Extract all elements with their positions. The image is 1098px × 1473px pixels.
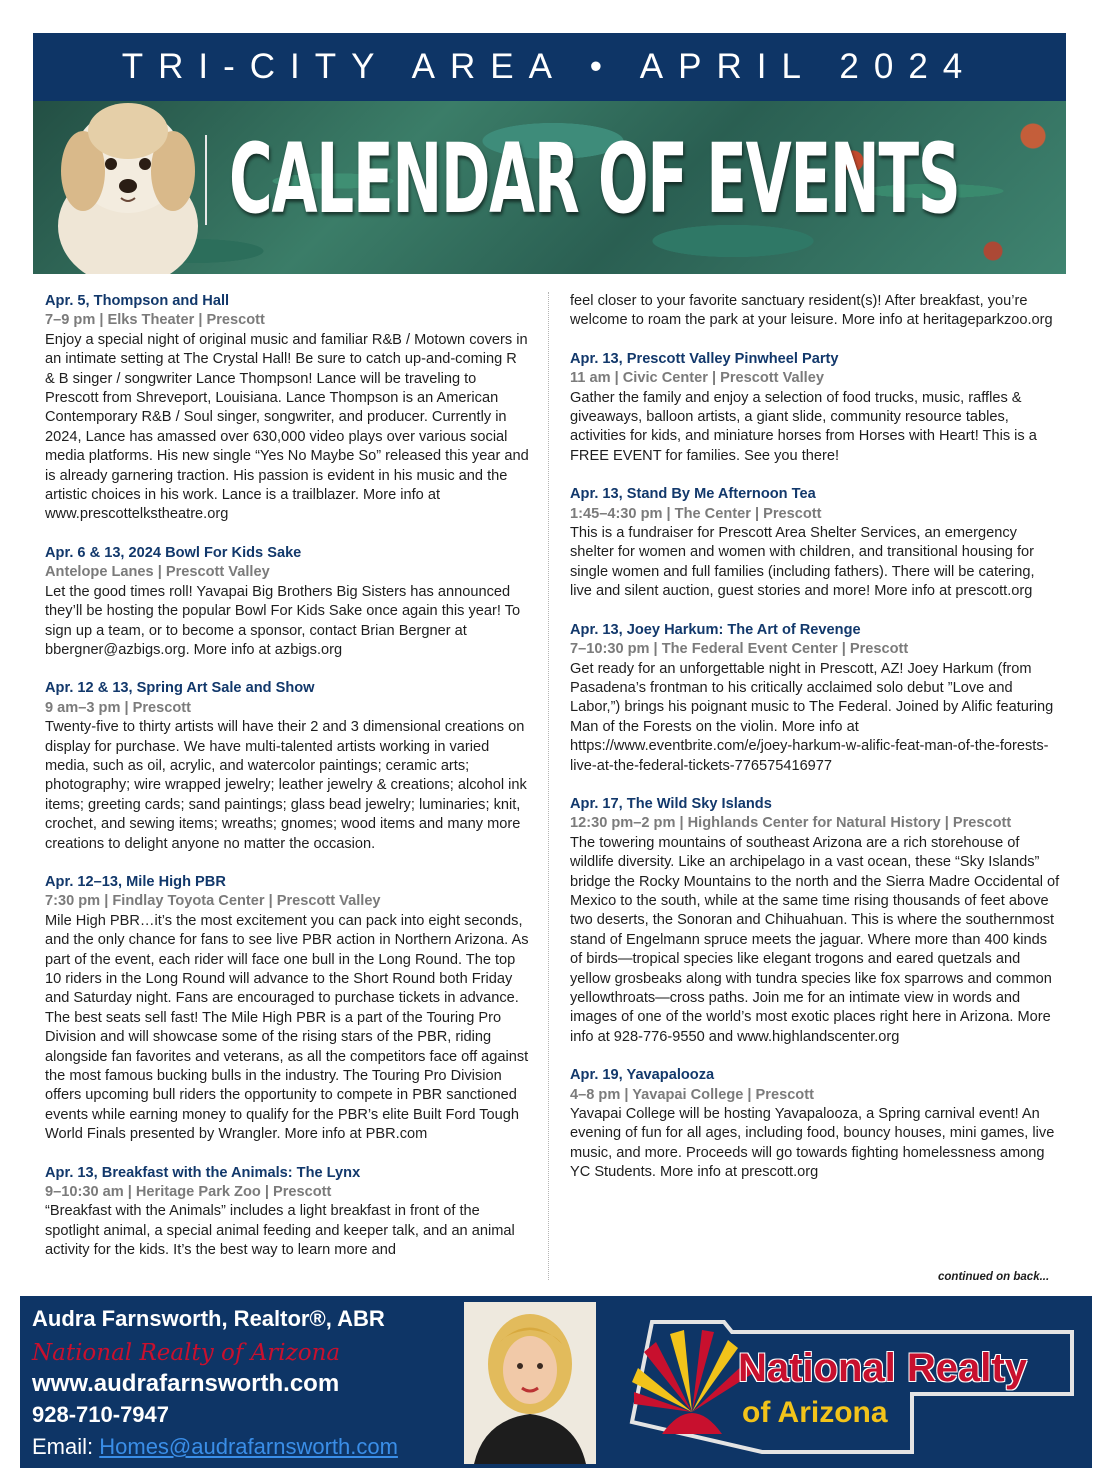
agent-email-row [32,1434,398,1460]
email-link[interactable]: Homes@audrafarnsworth.com [99,1434,398,1459]
agency-name-script: National Realty of Arizona [32,1340,341,1366]
logo-text-national-realty: National Realty [738,1346,1027,1390]
event-description: “Breakfast with the Animals” includes a light breakfast in front of the spotlight animal, a special animal feeding and keeper talk, and an animal activity for the kids. It’s the best way to learn more and [45,1203,515,1259]
event-title: Apr. 12–13, Mile High PBR [45,873,226,890]
event-title: Apr. 12 & 13, Spring Art Sale and Show [45,680,315,697]
event-item [570,1066,1060,1182]
continued-note: continued on back... [938,1271,1050,1283]
event-meta: 9 am–3 pm | Prescott [45,699,192,716]
event-title: Apr. 13, Prescott Valley Pinwheel Party [570,350,839,367]
event-description: Gather the family and enjoy a selection of food trucks, music, raffles & giveaways, balloon artists, a giant slide, community resource tables, activities for kids, and miniature horses from Horses with Heart! This is a FREE EVENT for families. See you there! [570,389,1037,464]
agent-name: Audra Farnsworth, Realtor®, ABR [32,1306,385,1331]
header-band [33,33,1066,101]
event-item [45,873,530,1145]
title-divider [205,135,207,225]
event-meta: 11 am | Civic Center | Prescott Valley [570,370,824,387]
hero-banner [33,101,1066,274]
event-meta: 4–8 pm | Yavapai College | Prescott [570,1086,814,1103]
agent-portrait-icon [464,1302,596,1464]
company-logo [612,1302,1084,1464]
event-item [45,292,530,525]
event-meta: 7–10:30 pm | The Federal Event Center | Prescott [570,641,909,658]
column-divider [548,292,549,1280]
event-title: Apr. 5, Thompson and Hall [45,293,230,309]
event-meta: 7–9 pm | Elks Theater | Prescott [45,312,265,329]
event-description: The towering mountains of southeast Arizona are a rich storehouse of wildlife diversity. Like an archipelago in a vast ocean, these “Sky Islands” bridge the Rocky Mountains to the north and the Sierra Madre Occidental of Mexico to the south, while at the same time rising thousands of feet above two deserts, the Sonoran and Chihuahuan. This is where the southernmost stand of Engelmann spruce meets the jaguar. Where more than 400 kinds of birds—tropical species like elegant trogons and eared quetzals and yellow grosbeaks along with tundra species like fox sparrows and common yellowthroats—cross paths. Join me for an intimate view in words and images of one of the world’s most exotic places right here in Arizona. More info at 928-776-9550 and www.highlandscenter.org [570,834,1060,1045]
agent-phone: 928-710-7947 [32,1402,170,1427]
page-title: CALENDAR OF EVENTS [229,123,960,235]
event-title: Apr. 19, Yavapalooza [570,1067,715,1084]
left-column [45,292,530,1280]
event-meta: 9–10:30 am | Heritage Park Zoo | Prescott [45,1184,332,1201]
event-meta: 12:30 pm–2 pm | Highlands Center for Natural History | Prescott [570,815,1012,832]
event-item [45,1164,530,1261]
agent-photo [464,1302,596,1464]
event-description: Get ready for an unforgettable night in Prescott, AZ! Joey Harkum (from Pasadena’s frontman to his critically acclaimed solo debut ”Love and Labor,”) brings his poignant music to The Federal. Joined by Alific featuring Man of the Forests on the violin. More info at https://www.eventbrite.com/e/joey-harkum-w-alific-feat-man-of-the-forests-live-at-the-federal-tickets-776575416977 [570,660,1054,774]
event-title: Apr. 6 & 13, 2024 Bowl For Kids Sake [45,544,302,561]
event-title: Apr. 13, Breakfast with the Animals: The Lynx [45,1164,361,1181]
puppy-illustration [43,101,213,274]
event-description-continued: feel closer to your favorite sanctuary resident(s)! After breakfast, you’re welcome to roam the park at your leisure. More info at heritageparkzoo.org [570,293,1053,329]
event-title: Apr. 13, Stand By Me Afternoon Tea [570,486,816,503]
event-item [45,544,530,660]
event-item [570,350,1060,466]
agent-footer [20,1296,1092,1468]
event-description: This is a fundraiser for Prescott Area Shelter Services, an emergency shelter for women and women with children, and transitional housing for single women and full families (including fathers). There will be catering, live and silent auction, guest stories and more! More info at prescott.org [570,525,1035,600]
event-meta: 1:45–4:30 pm | The Center | Prescott [570,505,822,522]
event-title: Apr. 13, Joey Harkum: The Art of Revenge [570,621,861,638]
event-meta: 7:30 pm | Findlay Toyota Center | Prescott Valley [45,893,381,910]
event-item [570,795,1060,1047]
logo-text-of-arizona: of Arizona [742,1396,888,1429]
event-item [570,621,1060,776]
event-item [45,679,530,854]
agent-website[interactable]: www.audrafarnsworth.com [32,1370,340,1397]
event-meta: Antelope Lanes | Prescott Valley [45,564,270,581]
event-item [570,485,1060,601]
event-description: Mile High PBR…it’s the most excitement you can pack into eight seconds, and the only chance for fans to see live PBR action in Northern Arizona. As part of the event, each rider will face one bull in the Long Round. The top 10 riders in the Long Round will advance to the Short Round both Friday and Saturday night. Fans are encouraged to purchase tickets in advance. The best seats sell fast! The Mile High PBR is a part of the Touring Pro Division and will showcase some of the rising stars of the PBR, riding alongside fan favorites and veterans, as all the competitors face off against the most famous bucking bulls in the industry. The Touring Pro Division offers upcoming bull riders the opportunity to compete in PBR sanctioned events while earning money to qualify for the PBR’s elite Built Ford Tough World Finals presented by Wrangler. More info at PBR.com [45,912,529,1143]
header-subtitle: TRI-CITY AREA • APRIL 2024 [121,47,978,86]
event-description: Twenty-five to thirty artists will have their 2 and 3 dimensional creations on display for purchase. We have multi-talented artists working in varied media, such as oil, acrylic, and watercolor paintings; ceramic arts; photography; wire wrapped jewelry; leather jewelry & creations; alcohol ink items; greeting cards; sand paintings; glass bead jewelry; luminaries; knit, crochet, and sewing items; wreaths; gnomes; wood items and many more creations to delight anyone no matter the occasion. [45,719,527,852]
event-description: Yavapai College will be hosting Yavapalooza, a Spring carnival event! An evening of fun for all ages, including food, bouncy houses, mini games, live music, and more. Proceeds will go towards fighting homelessness among YC Students. More info at prescott.org [570,1106,1055,1181]
email-label: Email: [32,1434,100,1459]
event-description: Enjoy a special night of original music and familiar R&B / Motown covers in an intimate setting at The Crystal Hall! Be sure to catch up-and-coming R & B singer / songwriter Lance Thompson! Lance will be traveling to Prescott from Shreveport, Louisiana. Lance Thompson is an American Contemporary R&B / Soul singer, songwriter, and producer. Currently in 2024, Lance has amassed over 630,000 video plays over various social media platforms. His new single “Yes No Maybe So” released this year and is already garnering traction. His passion is evident in his music and the artistic choices in his work. Lance is a trailblazer. More info at www.prescottelkstheatre.org [45,331,529,523]
event-description: Let the good times roll! Yavapai Big Brothers Big Sisters has announced they’ll be hosting the popular Bowl For Kids Sake once again this year! To sign up a team, or to become a sponsor, contact Brian Bergner at bbergner@azbigs.org. More info at azbigs.org [45,583,521,658]
right-column [570,292,1060,1202]
event-title: Apr. 17, The Wild Sky Islands [570,795,772,812]
